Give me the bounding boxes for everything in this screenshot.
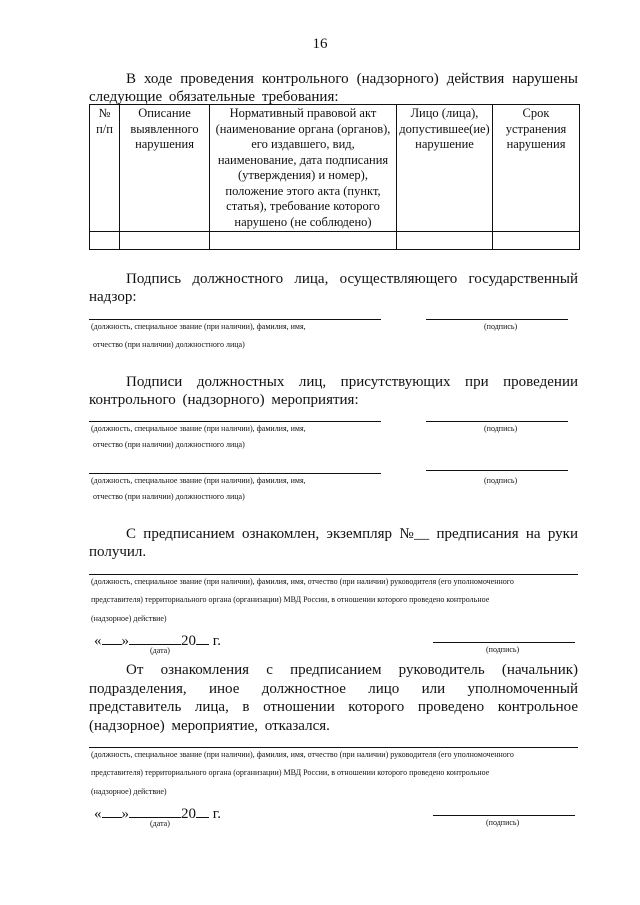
table-header-row [90, 105, 580, 232]
date-caption-2: (дата) [150, 819, 170, 828]
refusal-line-4: (надзорное) мероприятие, отказался. [89, 718, 330, 734]
present-name-line-1[interactable] [89, 421, 381, 422]
table-cell[interactable] [210, 232, 397, 250]
head-caption-line-1b: (должность, специальное звание (при наличии), фамилия, имя, отчество (при наличии) руководителя (его уполномоченного [91, 750, 514, 759]
date-year-suffix: г. [212, 633, 221, 649]
head-caption-line-3: (надзорное) действие) [91, 614, 167, 623]
violations-table [89, 104, 580, 250]
date-day-blank[interactable] [102, 630, 122, 645]
header-legal-act: Нормативный правовой акт (наименование органа (органов), его издавшего, вид, наименование, дата подписания (утверждения) и номер), положение этого акта (пункт, статья), требование которого нарушено (не соблюдено) [210, 105, 397, 232]
date-caption-1: (дата) [150, 646, 170, 655]
ack-signature-caption: (подпись) [486, 645, 520, 654]
intro-line-2: следующие обязательные требования: [89, 89, 339, 105]
header-responsible: Лицо (лица), допустившее(ие) нарушение [397, 105, 493, 232]
table-cell[interactable] [120, 232, 210, 250]
header-description: Описание выявленного нарушения [120, 105, 210, 232]
date-year-blank[interactable] [196, 630, 209, 645]
official-signature-line-1: Подпись должностного лица, осуществляющего государственный [126, 271, 578, 287]
acknowledgement-line-1: С предписанием ознакомлен, экземпляр №__ предписания на руки [126, 526, 578, 542]
date-close-quote: » [121, 806, 129, 822]
date-day-blank[interactable] [102, 803, 122, 818]
present-signature-line-2[interactable] [426, 470, 568, 471]
official-signature-line-2: надзор: [89, 289, 137, 305]
acknowledgement-line-2: получил. [89, 544, 147, 560]
refusal-line-1: От ознакомления с предписанием руководитель (начальник) [126, 662, 578, 678]
date-close-quote: » [121, 633, 129, 649]
page-number: 16 [312, 36, 328, 52]
official-signature-caption: (подпись) [484, 322, 518, 331]
table-row [90, 232, 580, 250]
refusal-line-2: подразделения, иное должностное лицо или уполномоченный [89, 681, 578, 697]
present-patronymic-caption-2: отчество (при наличии) должностного лица) [93, 492, 245, 501]
table-cell[interactable] [90, 232, 120, 250]
table-cell[interactable] [397, 232, 493, 250]
head-caption-line-1: (должность, специальное звание (при наличии), фамилия, имя, отчество (при наличии) руководителя (его уполномоченного [91, 577, 514, 586]
present-signature-line-1[interactable] [426, 421, 568, 422]
head-name-line-1[interactable] [89, 574, 578, 575]
date-open-quote: « [94, 633, 102, 649]
date-year-suffix: г. [212, 806, 221, 822]
present-name-caption-2: (должность, специальное звание (при наличии), фамилия, имя, [91, 476, 306, 485]
present-officials-line-2: контрольного (надзорного) мероприятия: [89, 392, 359, 408]
date-month-blank[interactable] [129, 803, 181, 818]
table-cell[interactable] [493, 232, 580, 250]
date-year-blank[interactable] [196, 803, 209, 818]
official-signature-line[interactable] [426, 319, 568, 320]
date-year-prefix: 20 [181, 806, 196, 822]
official-patronymic-caption: отчество (при наличии) должностного лица) [93, 340, 245, 349]
head-name-line-2[interactable] [89, 747, 578, 748]
header-number: № п/п [90, 105, 120, 232]
date-year-prefix: 20 [181, 633, 196, 649]
refusal-signature-line[interactable] [433, 815, 575, 816]
refusal-signature-caption: (подпись) [486, 818, 520, 827]
present-name-line-2[interactable] [89, 473, 381, 474]
present-patronymic-caption-1: отчество (при наличии) должностного лица) [93, 440, 245, 449]
present-signature-caption-1: (подпись) [484, 424, 518, 433]
head-caption-line-3b: (надзорное) действие) [91, 787, 167, 796]
header-deadline: Срок устранения нарушения [493, 105, 580, 232]
present-name-caption-1: (должность, специальное звание (при наличии), фамилия, имя, [91, 424, 306, 433]
refusal-line-3: представитель лица, в отношении которого проведено контрольное [89, 699, 578, 715]
date-month-blank[interactable] [129, 630, 181, 645]
present-signature-caption-2: (подпись) [484, 476, 518, 485]
intro-line-1: В ходе проведения контрольного (надзорного) действия нарушены [126, 71, 578, 87]
present-officials-line-1: Подписи должностных лиц, присутствующих при проведении [126, 374, 578, 390]
official-name-caption: (должность, специальное звание (при наличии), фамилия, имя, [91, 322, 306, 331]
head-caption-line-2b: представителя) территориального органа (организации) МВД России, в отношении которого проведено контрольное [91, 768, 490, 777]
ack-signature-line[interactable] [433, 642, 575, 643]
official-name-line[interactable] [89, 319, 381, 320]
head-caption-line-2: представителя) территориального органа (организации) МВД России, в отношении которого проведено контрольное [91, 595, 490, 604]
date-open-quote: « [94, 806, 102, 822]
